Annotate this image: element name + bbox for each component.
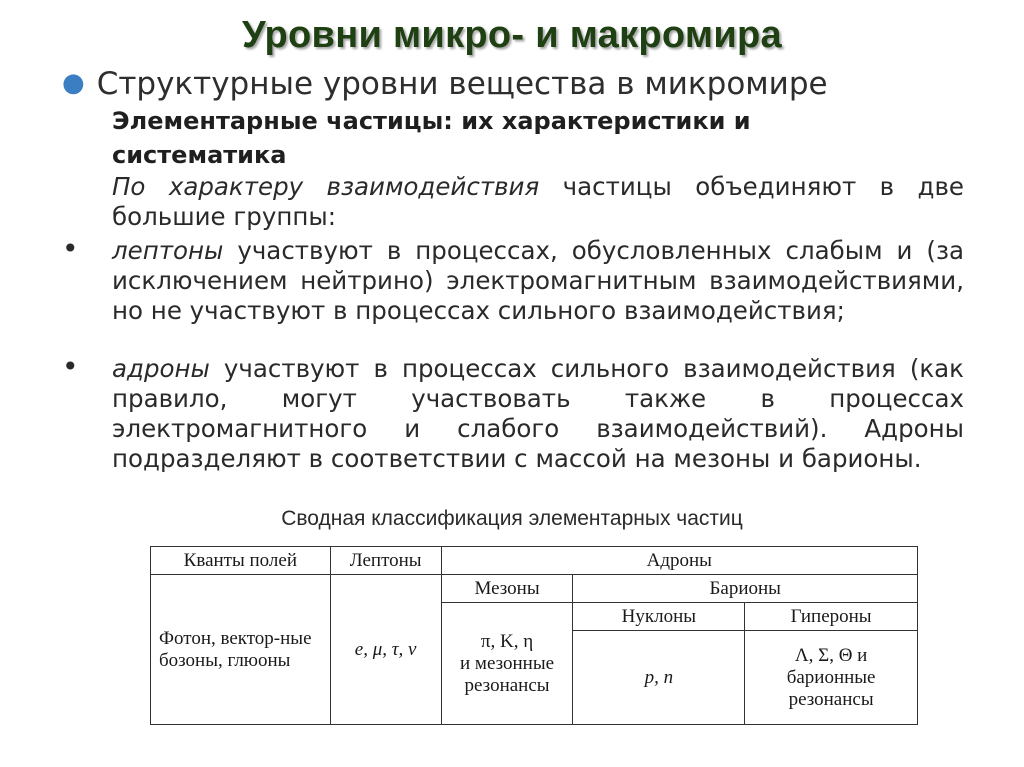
bullet-dot-icon: • bbox=[62, 350, 79, 383]
cell-hyperons bbox=[745, 631, 918, 725]
hadrons-italic: адроны bbox=[112, 354, 210, 383]
header-leptons: Лептоны bbox=[330, 547, 441, 575]
caption-first: Сводная bbox=[281, 507, 366, 530]
hyperons-line1: Λ, Σ, Θ и bbox=[794, 644, 868, 666]
cell-leptons: e, μ, τ, ν bbox=[330, 575, 441, 725]
leptons-italic: лептоны bbox=[112, 236, 224, 265]
table-caption bbox=[0, 507, 1024, 531]
leptons-paragraph bbox=[112, 236, 964, 326]
intro-rest: частицы объединяют в две большие группы: bbox=[112, 172, 964, 231]
bullet-dot-icon: ● bbox=[62, 68, 85, 98]
caption-rest: классификация элементарных частиц bbox=[365, 507, 743, 530]
cell-mesons bbox=[441, 603, 573, 725]
intro-italic: По характеру взаимодействия bbox=[112, 172, 540, 201]
header-nucleons: Нуклоны bbox=[573, 603, 745, 631]
header-baryons: Барионы bbox=[573, 575, 918, 603]
slide-title: Уровни микро- и макромира bbox=[242, 14, 782, 56]
mesons-line1: π, K, η bbox=[480, 630, 534, 652]
header-mesons: Мезоны bbox=[441, 575, 573, 603]
hadrons-paragraph bbox=[112, 354, 964, 474]
subheading: Элементарные частицы: их характеристики и систематика bbox=[112, 107, 751, 169]
hadrons-rest: участвуют в процессах сильного взаимодействия (как правило, могут участвовать также в процессах электромагнитного и слабого взаимодействий). Адроны подразделяют в соответствии с массой на мезоны и барионы. bbox=[112, 354, 964, 473]
bullet-dot-icon: • bbox=[62, 232, 79, 265]
header-hadrons: Адроны bbox=[441, 547, 917, 575]
header-hyperons: Гипероны bbox=[745, 603, 918, 631]
intro-paragraph bbox=[112, 172, 964, 232]
classification-table bbox=[150, 546, 918, 725]
main-bullet bbox=[62, 66, 828, 102]
cell-field-quanta: Фотон, вектор-ные бозоны, глюоны bbox=[151, 575, 331, 725]
main-bullet-text: Структурные уровни вещества в микромире bbox=[96, 66, 828, 102]
mesons-line2: и мезонные резонансы bbox=[460, 652, 555, 696]
header-field-quanta: Кванты полей bbox=[151, 547, 331, 575]
hyperons-line2: барионные резонансы bbox=[786, 666, 876, 710]
cell-nucleons: p, n bbox=[573, 631, 745, 725]
leptons-rest: участвуют в процессах, обусловленных слабым и (за исключением нейтрино) электромагнитным взаимодействиями, но не участвуют в процессах сильного взаимодействия; bbox=[112, 236, 964, 325]
